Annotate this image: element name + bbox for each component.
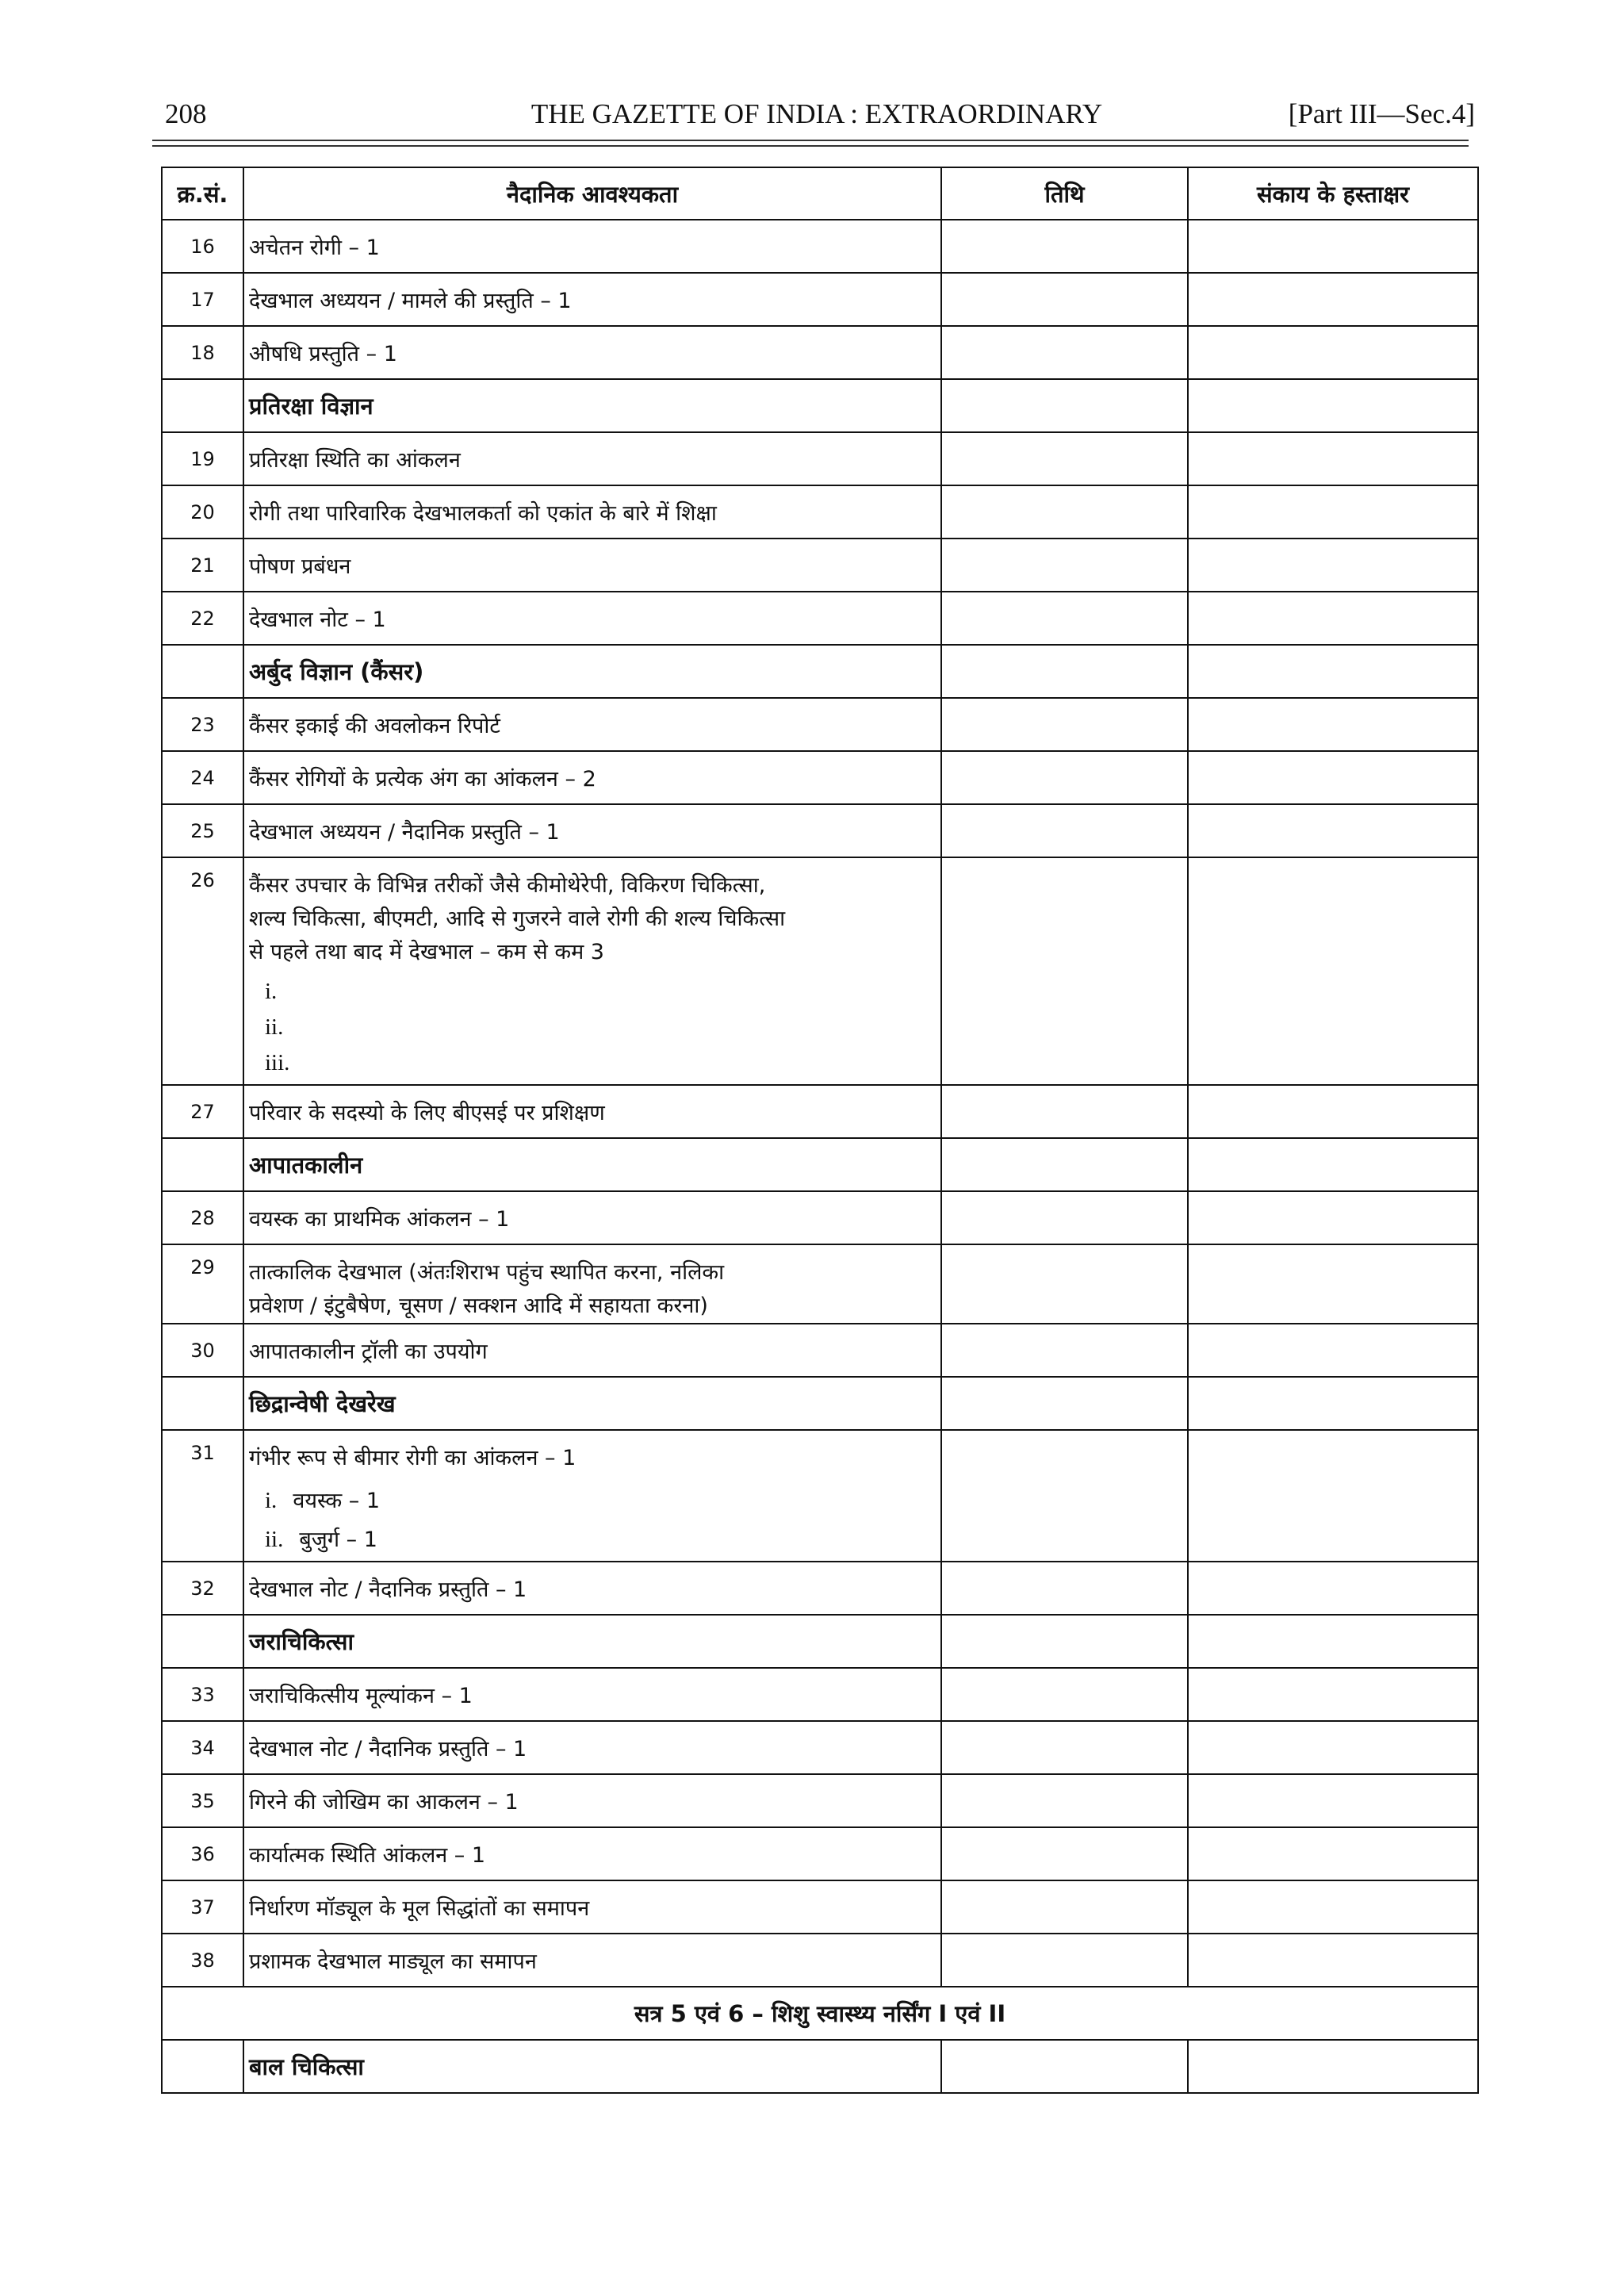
faculty-signature-cell (1188, 645, 1478, 698)
serial-number (162, 2040, 243, 2093)
date-cell (941, 1774, 1188, 1827)
table-row (162, 857, 1478, 1085)
faculty-signature-cell (1188, 1377, 1478, 1430)
requirement-text: अर्बुद विज्ञान (कैंसर) (243, 645, 941, 698)
date-cell (941, 1668, 1188, 1721)
requirement-text (243, 857, 941, 1085)
faculty-signature-cell (1188, 698, 1478, 751)
date-cell (941, 1324, 1188, 1377)
table-row (162, 1827, 1478, 1880)
faculty-signature-cell (1188, 857, 1478, 1085)
table-row (162, 698, 1478, 751)
date-cell (941, 857, 1188, 1085)
faculty-signature-cell (1188, 1138, 1478, 1191)
sub-item (249, 1014, 936, 1041)
requirement-text: जराचिकित्सा (243, 1615, 941, 1668)
faculty-signature-cell (1188, 2040, 1478, 2093)
requirement-text: कैंसर इकाई की अवलोकन रिपोर्ट (243, 698, 941, 751)
requirement-text: निर्धारण मॉड्यूल के मूल सिद्धांतों का समापन (243, 1880, 941, 1934)
serial-number: 37 (162, 1880, 243, 1934)
requirement-text: अचेतन रोगी – 1 (243, 220, 941, 273)
requirement-text: देखभाल अध्ययन / मामले की प्रस्तुति – 1 (243, 273, 941, 326)
section-heading-row (162, 1377, 1478, 1430)
date-cell (941, 804, 1188, 857)
serial-number (162, 1615, 243, 1668)
requirement-text: प्रतिरक्षा स्थिति का आंकलन (243, 432, 941, 485)
serial-number: 33 (162, 1668, 243, 1721)
requirement-text: वयस्क का प्राथमिक आंकलन – 1 (243, 1191, 941, 1244)
serial-number (162, 1138, 243, 1191)
header-rule-bottom (152, 145, 1469, 147)
header-rule-top (152, 140, 1469, 141)
requirement-text: देखभाल अध्ययन / नैदानिक प्रस्तुति – 1 (243, 804, 941, 857)
requirement-text: देखभाल नोट / नैदानिक प्रस्तुति – 1 (243, 1562, 941, 1615)
table-row (162, 539, 1478, 592)
serial-number: 30 (162, 1324, 243, 1377)
section-heading-row (162, 379, 1478, 432)
serial-number: 34 (162, 1721, 243, 1774)
section-heading-row (162, 2040, 1478, 2093)
serial-number: 26 (162, 857, 243, 1085)
table-row (162, 1774, 1478, 1827)
faculty-signature-cell (1188, 1934, 1478, 1987)
serial-number (162, 379, 243, 432)
serial-number: 32 (162, 1562, 243, 1615)
date-cell (941, 539, 1188, 592)
faculty-signature-cell (1188, 1721, 1478, 1774)
table-row (162, 1668, 1478, 1721)
date-cell (941, 1244, 1188, 1324)
requirement-line: कैंसर उपचार के विभिन्न तरीकों जैसे कीमोथेरेपी, विकिरण चिकित्सा, (249, 873, 766, 898)
faculty-signature-cell (1188, 1562, 1478, 1615)
requirement-text: देखभाल नोट – 1 (243, 592, 941, 645)
sub-item-numeral: ii. (265, 1527, 284, 1552)
faculty-signature-cell (1188, 432, 1478, 485)
requirement-line: गंभीर रूप से बीमार रोगी का आंकलन – 1 (249, 1446, 576, 1470)
sub-item (249, 979, 936, 1005)
requirement-text: पोषण प्रबंधन (243, 539, 941, 592)
date-cell (941, 698, 1188, 751)
faculty-signature-cell (1188, 1827, 1478, 1880)
date-cell (941, 1562, 1188, 1615)
date-cell (941, 1615, 1188, 1668)
table-row (162, 1244, 1478, 1324)
date-cell (941, 2040, 1188, 2093)
sub-item-text: बुजुर्ग – 1 (299, 1527, 377, 1552)
requirement-text: आपातकालीन ट्रॉली का उपयोग (243, 1324, 941, 1377)
faculty-signature-cell (1188, 751, 1478, 804)
requirement-line: शल्य चिकित्सा, बीएमटी, आदि से गुजरने वाले रोगी की शल्य चिकित्सा (249, 907, 786, 931)
serial-number: 27 (162, 1085, 243, 1138)
faculty-signature-cell (1188, 273, 1478, 326)
serial-number: 18 (162, 326, 243, 379)
table-row (162, 326, 1478, 379)
date-cell (941, 592, 1188, 645)
serial-number: 36 (162, 1827, 243, 1880)
faculty-signature-cell (1188, 326, 1478, 379)
date-cell (941, 1085, 1188, 1138)
part-section: [Part III—Sec.4] (1288, 98, 1475, 129)
date-cell (941, 1191, 1188, 1244)
requirement-text: प्रशामक देखभाल माड्यूल का समापन (243, 1934, 941, 1987)
faculty-signature-cell (1188, 220, 1478, 273)
column-header-requirement: नैदानिक आवश्यकता (243, 167, 941, 220)
requirement-text: प्रतिरक्षा विज्ञान (243, 379, 941, 432)
date-cell (941, 485, 1188, 539)
serial-number: 31 (162, 1430, 243, 1562)
sub-item (249, 1524, 936, 1553)
serial-number: 35 (162, 1774, 243, 1827)
requirement-line: प्रवेशण / इंटुबैषेण, चूसण / सक्शन आदि में सहायता करना) (249, 1294, 708, 1318)
date-cell (941, 273, 1188, 326)
table-row (162, 1880, 1478, 1934)
sub-item (249, 1050, 936, 1076)
date-cell (941, 1138, 1188, 1191)
table-row (162, 432, 1478, 485)
date-cell (941, 1880, 1188, 1934)
requirement-text: कार्यात्मक स्थिति आंकलन – 1 (243, 1827, 941, 1880)
serial-number: 17 (162, 273, 243, 326)
table-row (162, 1324, 1478, 1377)
table-row (162, 1934, 1478, 1987)
faculty-signature-cell (1188, 1191, 1478, 1244)
column-header-serial: क्र.सं. (162, 167, 243, 220)
date-cell (941, 326, 1188, 379)
sub-item (249, 1485, 936, 1514)
requirement-text (243, 1244, 941, 1324)
requirement-line: से पहले तथा बाद में देखभाल – कम से कम 3 (249, 940, 604, 964)
faculty-signature-cell (1188, 485, 1478, 539)
section-heading-row (162, 645, 1478, 698)
date-cell (941, 1377, 1188, 1430)
page-header (159, 94, 1475, 133)
table-row (162, 1721, 1478, 1774)
requirement-text (243, 1430, 941, 1562)
faculty-signature-cell (1188, 1668, 1478, 1721)
requirement-text: परिवार के सदस्यो के लिए बीएसई पर प्रशिक्षण (243, 1085, 941, 1138)
serial-number: 16 (162, 220, 243, 273)
date-cell (941, 1430, 1188, 1562)
table-row (162, 751, 1478, 804)
date-cell (941, 1721, 1188, 1774)
table-row (162, 592, 1478, 645)
faculty-signature-cell (1188, 1244, 1478, 1324)
serial-number: 21 (162, 539, 243, 592)
date-cell (941, 379, 1188, 432)
section-heading-row (162, 1138, 1478, 1191)
table-row (162, 1430, 1478, 1562)
requirement-text: औषधि प्रस्तुति – 1 (243, 326, 941, 379)
date-cell (941, 1934, 1188, 1987)
serial-number: 20 (162, 485, 243, 539)
serial-number (162, 645, 243, 698)
sub-item-numeral: i. (265, 979, 278, 1004)
faculty-signature-cell (1188, 539, 1478, 592)
table-row (162, 485, 1478, 539)
table-row (162, 220, 1478, 273)
faculty-signature-cell (1188, 1774, 1478, 1827)
serial-number: 22 (162, 592, 243, 645)
table-row (162, 1562, 1478, 1615)
faculty-signature-cell (1188, 1880, 1478, 1934)
column-header-date: तिथि (941, 167, 1188, 220)
requirement-line: तात्कालिक देखभाल (अंतःशिराभ पहुंच स्थापित करना, नलिका (249, 1260, 725, 1285)
requirement-text: देखभाल नोट / नैदानिक प्रस्तुति – 1 (243, 1721, 941, 1774)
serial-number: 24 (162, 751, 243, 804)
faculty-signature-cell (1188, 1324, 1478, 1377)
sub-item-numeral: ii. (265, 1014, 284, 1040)
faculty-signature-cell (1188, 592, 1478, 645)
date-cell (941, 220, 1188, 273)
date-cell (941, 751, 1188, 804)
faculty-signature-cell (1188, 1615, 1478, 1668)
date-cell (941, 1827, 1188, 1880)
session-title: सत्र 5 एवं 6 – शिशु स्वास्थ्य नर्सिंग I एवं II (162, 1987, 1478, 2040)
sub-item-numeral: i. (265, 1488, 278, 1513)
faculty-signature-cell (1188, 1430, 1478, 1562)
table-row (162, 273, 1478, 326)
serial-number: 25 (162, 804, 243, 857)
serial-number: 23 (162, 698, 243, 751)
sub-item-text: वयस्क – 1 (293, 1489, 381, 1513)
session-title-row (162, 1987, 1478, 2040)
faculty-signature-cell (1188, 379, 1478, 432)
date-cell (941, 645, 1188, 698)
requirement-text: आपातकालीन (243, 1138, 941, 1191)
section-heading-row (162, 1615, 1478, 1668)
faculty-signature-cell (1188, 804, 1478, 857)
serial-number (162, 1377, 243, 1430)
table-row (162, 804, 1478, 857)
serial-number: 19 (162, 432, 243, 485)
faculty-signature-cell (1188, 1085, 1478, 1138)
requirement-text: बाल चिकित्सा (243, 2040, 941, 2093)
requirement-text: गिरने की जोखिम का आकलन – 1 (243, 1774, 941, 1827)
requirement-text: छिद्रान्वेषी देखरेख (243, 1377, 941, 1430)
requirement-text: कैंसर रोगियों के प्रत्येक अंग का आंकलन – 2 (243, 751, 941, 804)
table-header-row (162, 167, 1478, 220)
sub-item-numeral: iii. (265, 1050, 290, 1075)
serial-number: 28 (162, 1191, 243, 1244)
serial-number: 38 (162, 1934, 243, 1987)
table-row (162, 1191, 1478, 1244)
gazette-title: THE GAZETTE OF INDIA : EXTRAORDINARY (530, 98, 1103, 129)
requirement-text: जराचिकित्सीय मूल्यांकन – 1 (243, 1668, 941, 1721)
serial-number: 29 (162, 1244, 243, 1324)
clinical-requirements-table (161, 167, 1479, 2094)
date-cell (941, 432, 1188, 485)
requirement-text: रोगी तथा पारिवारिक देखभालकर्ता को एकांत के बारे में शिक्षा (243, 485, 941, 539)
table-row (162, 1085, 1478, 1138)
page-number: 208 (165, 98, 207, 129)
column-header-faculty-signature: संकाय के हस्ताक्षर (1188, 167, 1478, 220)
